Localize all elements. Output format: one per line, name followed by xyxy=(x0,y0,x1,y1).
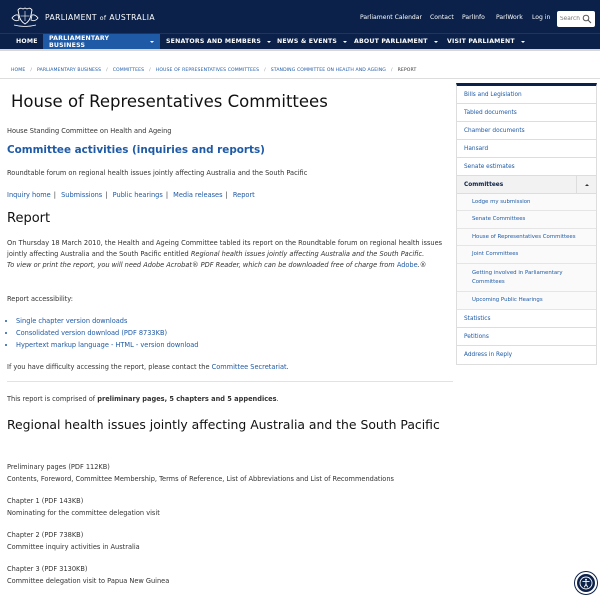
inquiry-home-link[interactable]: Inquiry home xyxy=(7,191,51,199)
list-item xyxy=(16,327,199,339)
sidebar-subitem-lodge-submission[interactable]: Lodge my submission xyxy=(457,194,596,211)
breadcrumb-current: REPORT xyxy=(397,68,417,73)
sidebar-item-statistics[interactable]: Statistics xyxy=(457,310,596,328)
top-header-bar xyxy=(0,0,600,33)
consolidated-version-link[interactable]: Consolidated version download (PDF 8733KB) xyxy=(16,329,168,337)
report-link[interactable]: Report xyxy=(232,191,255,199)
accessibility-list xyxy=(7,315,199,351)
report-composition: This report is comprised of preliminary pages, 5 chapters and 5 appendices. xyxy=(7,395,279,403)
sidebar-subitem-house-committees[interactable]: House of Representatives Committees xyxy=(457,229,596,246)
chevron-down-icon xyxy=(267,41,271,43)
utility-link-parlwork[interactable]: ParlWork xyxy=(496,14,523,21)
sidebar-item-address-in-reply[interactable]: Address in Reply xyxy=(464,352,513,358)
utility-link-login[interactable]: Log in xyxy=(532,14,551,21)
utility-link-parlinfo[interactable]: ParlInfo xyxy=(462,14,485,21)
collapse-toggle[interactable] xyxy=(576,176,596,193)
list-item xyxy=(16,315,199,327)
sidebar-item-tabled-documents[interactable]: Tabled documents xyxy=(457,104,596,122)
utility-link-contact[interactable]: Contact xyxy=(430,14,454,21)
committee-link[interactable]: House Standing Committee on Health and Ageing xyxy=(7,127,172,135)
inquiry-links: Inquiry home | Submissions | Public hearings | Media releases | Report xyxy=(7,191,255,199)
activities-heading[interactable]: Committee activities (inquiries and reports) xyxy=(7,144,265,156)
sidebar-subitem-joint-committees[interactable]: Joint Committees xyxy=(457,246,596,264)
breadcrumb-committees[interactable]: COMMITTEES xyxy=(112,68,145,73)
accessibility-icon xyxy=(579,576,593,590)
inquiry-title: Roundtable forum on regional health issues jointly affecting Australia and the South Pacific xyxy=(7,169,308,177)
html-version-link[interactable]: Hypertext markup language - HTML - version download xyxy=(16,341,199,349)
chapter-1-desc: Nominating for the committee delegation visit xyxy=(7,509,160,517)
parliament-logo[interactable] xyxy=(10,6,155,28)
breadcrumb-divider xyxy=(0,78,600,79)
sidebar-item-bills[interactable]: Bills and Legislation xyxy=(457,86,596,104)
report-intro: On Thursday 18 March 2010, the Health and Ageing Committee tabled its report on the Roundtable forum on regional health issues jointly affecting Australia and the South Pacific entitled Regional health issues jointly affecting Australia and the South Pacific. To view or print the report, you will need Adobe Acrobat® PDF Reader, which can be downloaded free of charge from Adobe.® xyxy=(7,239,443,269)
accessibility-button[interactable] xyxy=(575,572,597,594)
sidebar-item-chamber-documents[interactable]: Chamber documents xyxy=(457,122,596,140)
chevron-down-icon xyxy=(434,41,438,43)
sidebar-nav xyxy=(456,83,597,365)
chapter-2-link[interactable]: Chapter 2 (PDF 738KB) xyxy=(7,531,84,539)
chevron-down-icon xyxy=(343,41,347,43)
page-title: House of Representatives Committees xyxy=(11,92,328,111)
sidebar-item-committees[interactable]: Committees xyxy=(457,176,596,194)
list-item xyxy=(16,339,199,351)
media-releases-link[interactable]: Media releases xyxy=(173,191,223,199)
sidebar-subitem-getting-involved[interactable]: Getting involved in Parliamentary Committees xyxy=(457,264,596,292)
chapter-1-link[interactable]: Chapter 1 (PDF 143KB) xyxy=(7,497,84,505)
report-title: Regional health issues jointly affecting Australia and the South Pacific xyxy=(7,417,440,432)
utility-link-calendar[interactable]: Parliament Calendar xyxy=(360,14,423,21)
difficulty-note: If you have difficulty accessing the report, please contact the Committee Secretariat. xyxy=(7,363,289,371)
sidebar-subitem-senate-committees[interactable]: Senate Committees xyxy=(457,211,596,229)
nav-divider xyxy=(0,49,600,51)
sidebar-subitem-upcoming-hearings[interactable]: Upcoming Public Hearings xyxy=(457,292,596,310)
breadcrumb-health-ageing[interactable]: STANDING COMMITTEE ON HEALTH AND AGEING xyxy=(270,68,386,73)
adobe-link[interactable]: Adobe xyxy=(396,261,418,269)
search-box xyxy=(557,11,595,27)
nav-visit-parliament[interactable]: VISIT PARLIAMENT xyxy=(447,34,525,49)
search-input[interactable] xyxy=(560,16,582,22)
section-divider xyxy=(7,381,453,382)
logo-wordmark: PARLIAMENT of AUSTRALIA xyxy=(45,12,155,22)
nav-about-parliament[interactable]: ABOUT PARLIAMENT xyxy=(354,34,438,49)
chapter-2-desc: Committee inquiry activities in Australia xyxy=(7,543,140,551)
nav-home[interactable]: HOME xyxy=(16,38,38,45)
sidebar-item-petitions[interactable]: Petitions xyxy=(457,328,596,346)
chapter-3-desc: Committee delegation visit to Papua New Guinea xyxy=(7,577,170,585)
accessibility-label: Report accessibility: xyxy=(7,295,73,303)
sidebar-item-hansard[interactable]: Hansard xyxy=(457,140,596,158)
committee-secretariat-link[interactable]: Committee Secretariat xyxy=(211,363,287,371)
breadcrumb: HOME / PARLIAMENTARY BUSINESS / COMMITTEES / HOUSE OF REPRESENTATIVES COMMITTEES / STANDING COMMITTEE ON HEALTH AND AGEING / REPORT xyxy=(11,68,417,73)
coat-of-arms-icon xyxy=(10,6,40,28)
chevron-up-icon xyxy=(585,184,589,186)
breadcrumb-home[interactable]: HOME xyxy=(11,68,26,73)
chevron-down-icon xyxy=(150,41,154,43)
chapter-3-link[interactable]: Chapter 3 (PDF 3130KB) xyxy=(7,565,88,573)
public-hearings-link[interactable]: Public hearings xyxy=(112,191,163,199)
nav-parliamentary-business[interactable]: PARLIAMENTARY BUSINESS xyxy=(43,34,160,49)
nav-news-events[interactable]: NEWS & EVENTS xyxy=(277,34,347,49)
breadcrumb-house-committees[interactable]: HOUSE OF REPRESENTATIVES COMMITTEES xyxy=(155,68,260,73)
preliminary-pages-desc: Contents, Foreword, Committee Membership, Terms of Reference, List of Abbreviations and List of Recommendations xyxy=(7,475,394,483)
nav-senators-and-members[interactable]: SENATORS AND MEMBERS xyxy=(166,34,271,49)
search-icon[interactable] xyxy=(582,14,592,24)
sidebar-item-senate-estimates[interactable]: Senate estimates xyxy=(457,158,596,176)
single-chapter-link[interactable]: Single chapter version downloads xyxy=(16,317,128,325)
report-heading: Report xyxy=(7,211,51,226)
breadcrumb-parliamentary-business[interactable]: PARLIAMENTARY BUSINESS xyxy=(37,68,102,73)
submissions-link[interactable]: Submissions xyxy=(61,191,103,199)
chevron-down-icon xyxy=(521,41,525,43)
main-navigation xyxy=(0,33,600,49)
preliminary-pages-link[interactable]: Preliminary pages (PDF 112KB) xyxy=(7,463,110,471)
